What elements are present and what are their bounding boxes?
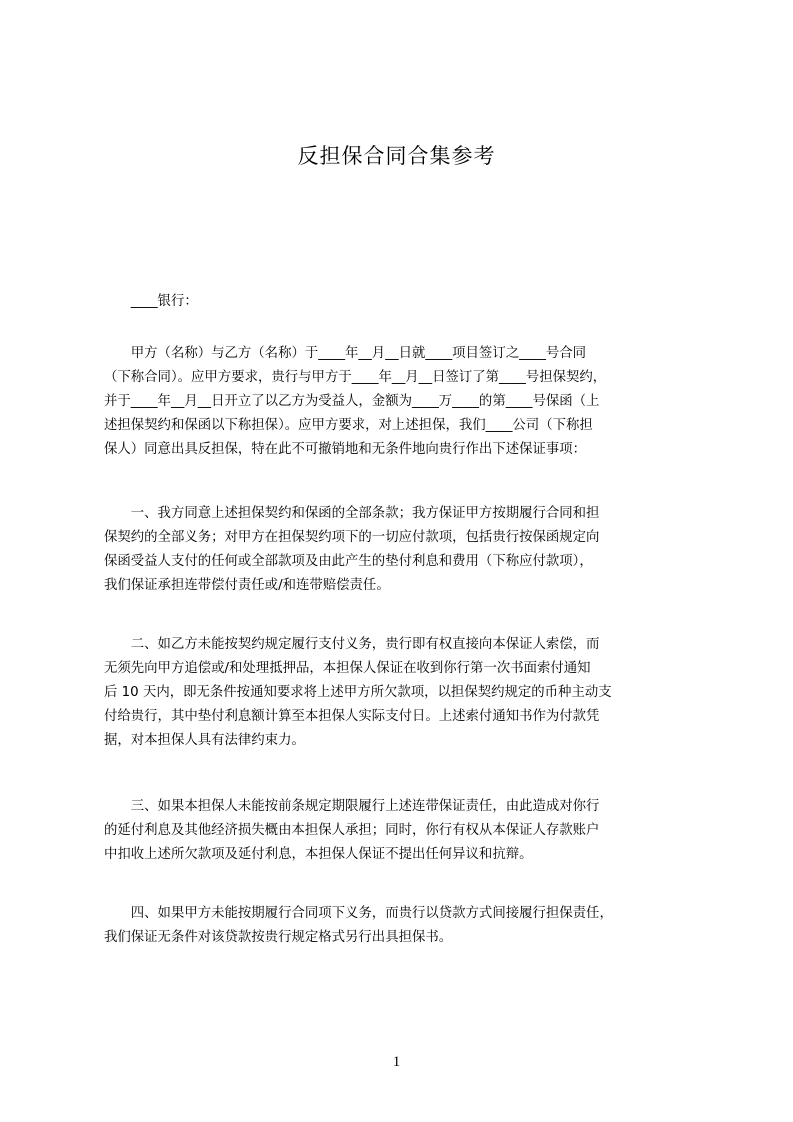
salutation [104, 290, 702, 314]
paragraph-line: 我们保证无条件对该贷款按贵行规定格式另行出具担保书。 [104, 930, 453, 945]
paragraph-clause-1 [104, 502, 702, 598]
paragraph-clause-3 [104, 795, 702, 867]
paragraph-line: 三、如果本担保人未能按前条规定期限履行上述连带保证责任，由此造成对你行 [104, 799, 600, 814]
paragraph-line: 四、如果甲方未能按期履行合同项下义务，而贵行以贷款方式间接履行担保责任， [104, 906, 613, 921]
paragraph-line: （下称合同）。应甲方要求，贵行与甲方于____年__月__日签订了第____号担保契约， [104, 370, 607, 385]
paragraph-line: 据，对本担保人具有法律约束力。 [104, 733, 305, 748]
paragraph-line: 并于____年__月__日开立了以乙方为受益人，金额为____万____的第____号保函（上 [104, 394, 600, 409]
paragraph-line: 保函受益人支付的任何或全部款项及由此产生的垫付利息和费用（下称应付款项）， [104, 554, 593, 569]
document-title: 反担保合同合集参考 [297, 144, 496, 168]
paragraph-line: 甲方（名称）与乙方（名称）于____年__月__日就____项目签订之____号合同 [104, 346, 587, 361]
paragraph-line: 保契约的全部义务；对甲方在担保契约项下的一切应付款项，包括贵行按保函规定向 [104, 530, 600, 545]
paragraph-line: 后 10 天内，即无条件按通知要求将上述甲方所欠款项，以担保契约规定的币种主动支 [104, 685, 612, 700]
paragraph-line: 的延付利息及其他经济损失概由本担保人承担；同时，你行有权从本保证人存款账户 [104, 823, 600, 838]
paragraph-line: 我们保证承担连带偿付责任或/和连带赔偿责任。 [104, 578, 390, 593]
page-number: 1 [392, 1054, 401, 1070]
salutation-line: ____银行： [104, 294, 198, 309]
paragraph-clause-4 [104, 902, 702, 950]
paragraph-line: 付给贵行，其中垫付利息额计算至本担保人实际支付日。上述索付通知书作为付款凭 [104, 709, 600, 724]
paragraph-intro [104, 342, 702, 462]
paragraph-line: 保人）同意出具反担保，特在此不可撤销地和无条件地向贵行作出下述保证事项： [104, 442, 587, 457]
paragraph-line: 中扣收上述所欠款项及延付利息，本担保人保证不提出任何异议和抗辩。 [104, 847, 533, 862]
paragraph-clause-2 [104, 633, 702, 753]
paragraph-line: 二、如乙方未能按契约规定履行支付义务，贵行即有权直接向本保证人索偿，而 [104, 637, 600, 652]
paragraph-line: 无须先向甲方追偿或/和处理抵押品，本担保人保证在收到你行第一次书面索付通知 [104, 661, 591, 676]
paragraph-line: 一、我方同意上述担保契约和保函的全部条款；我方保证甲方按期履行合同和担 [104, 506, 600, 521]
paragraph-line: 述担保契约和保函以下称担保）。应甲方要求，对上述担保，我们____公司（下称担 [104, 418, 593, 433]
